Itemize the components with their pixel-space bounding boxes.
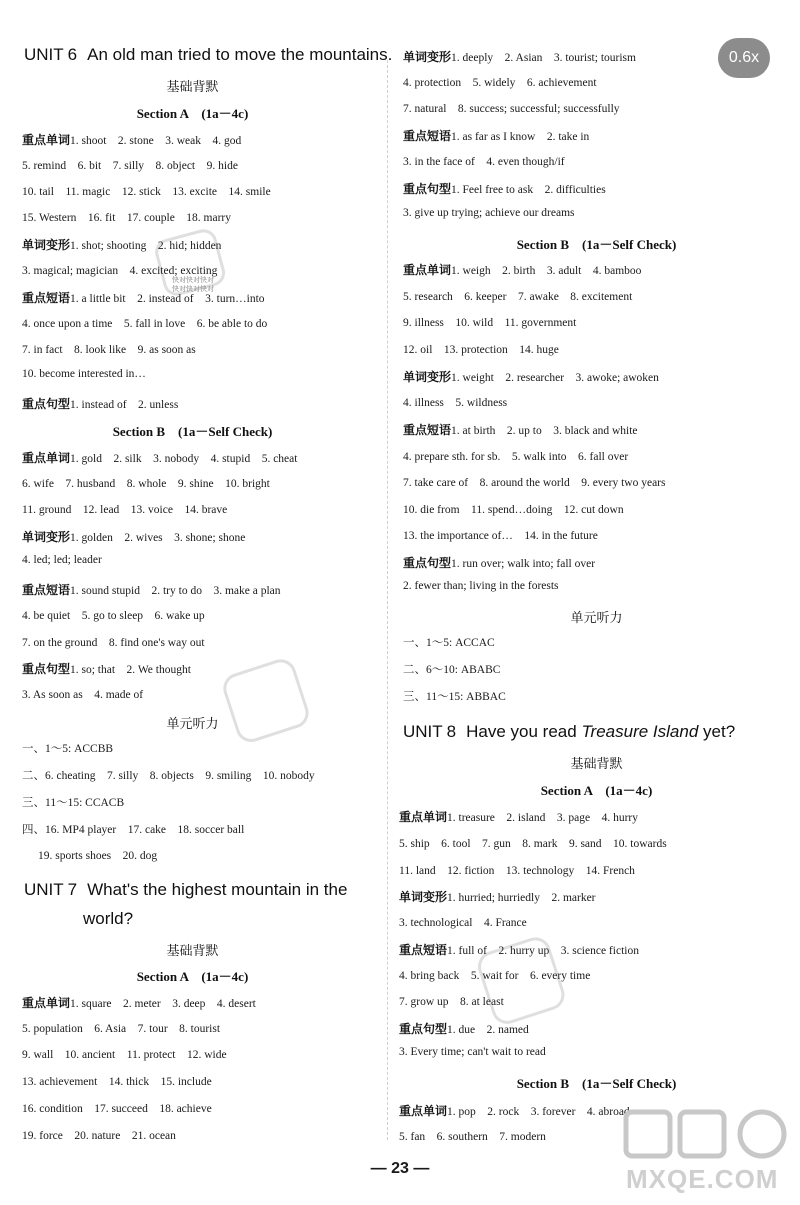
answer-text: 1. golden 2. wives 3. shone; shone	[70, 532, 246, 544]
answer-line	[403, 368, 659, 385]
category-label: 重点单词	[22, 451, 71, 465]
answer-line: 12. oil 13. protection 14. huge	[403, 344, 559, 356]
answer-line: 10. die from 11. spend…doing 12. cut down	[403, 504, 624, 516]
unit8-title	[403, 722, 735, 742]
answer-text: 1. pop 2. rock 3. forever 4. abroad	[447, 1106, 630, 1118]
answer-line: 7. in fact 8. look like 9. as soon as	[22, 344, 196, 356]
answer-line: 3. As soon as 4. made of	[22, 689, 144, 701]
category-label: 单词变形	[22, 530, 71, 544]
category-label: 重点短语	[399, 943, 448, 957]
category-label: 单词变形	[403, 50, 452, 64]
answer-line: 4. illness 5. wildness	[403, 397, 508, 409]
answer-line: 一、1～5: ACCAC	[403, 637, 495, 649]
answer-line	[22, 994, 256, 1011]
answer-line	[399, 808, 638, 825]
answer-line	[399, 1102, 630, 1119]
answer-text: 1. instead of 2. unless	[70, 399, 179, 411]
answer-text: 1. shoot 2. stone 3. weak 4. god	[70, 135, 242, 147]
answer-text: 1. treasure 2. island 3. page 4. hurry	[447, 812, 638, 824]
answer-line: 13. the importance of… 14. in the future	[403, 530, 598, 542]
answer-text: 1. as far as I know 2. take in	[451, 131, 590, 143]
category-label: 重点单词	[22, 996, 71, 1010]
answer-text: 1. run over; walk into; fall over	[451, 558, 596, 570]
category-label: 重点句型	[22, 397, 71, 411]
category-label: 重点单词	[403, 263, 452, 277]
category-label: 重点句型	[403, 556, 452, 570]
answer-line: 4. be quiet 5. go to sleep 6. wake up	[22, 610, 205, 622]
unit-title-end: yet?	[698, 722, 736, 741]
unit-prefix: UNIT	[24, 880, 64, 899]
section-b-heading: Section B (1a－Self Check)	[516, 1076, 677, 1091]
unit-prefix: UNIT	[24, 45, 64, 64]
listening-heading: 单元听力	[166, 717, 219, 732]
answer-line	[22, 660, 191, 677]
unit-prefix: UNIT	[403, 722, 443, 741]
unit-title-text: An old man tried to move the mountains.	[87, 45, 393, 64]
answer-line: 7. on the ground 8. find one's way out	[22, 637, 205, 649]
section-a-heading: Section A (1a－4c)	[136, 106, 249, 121]
answer-line: 二、6. cheating 7. silly 8. objects 9. smiling 10. nobody	[22, 770, 315, 782]
category-label: 单词变形	[403, 370, 452, 384]
watermark-stamp-icon	[470, 930, 580, 1040]
page-number: — 23 —	[370, 1160, 430, 1177]
answer-line: 15. Western 16. fit 17. couple 18. marry	[22, 212, 232, 224]
answer-line: 三、11～15: CCACB	[22, 797, 125, 809]
unit7-title	[24, 880, 347, 900]
unit-number: 8	[446, 722, 457, 741]
answer-line: 10. tail 11. magic 12. stick 13. excite 14. smile	[22, 186, 271, 198]
answer-line: 10. become interested in…	[22, 368, 146, 380]
site-watermark	[620, 1108, 795, 1200]
answer-text: 1. a little bit 2. instead of 3. turn…into	[70, 293, 265, 305]
answer-line	[403, 261, 641, 278]
answer-line: 5. research 6. keeper 7. awake 8. excitement	[403, 291, 633, 303]
answer-line: 4. protection 5. widely 6. achievement	[403, 77, 597, 89]
answer-line	[403, 180, 606, 197]
unit6-title	[24, 45, 392, 65]
basics-heading: 基础背默	[166, 80, 219, 95]
answer-line: 5. population 6. Asia 7. tour 8. tourist	[22, 1023, 221, 1035]
section-a-heading: Section A (1a－4c)	[136, 969, 249, 984]
listening-heading: 单元听力	[570, 611, 623, 626]
answer-line: 4. prepare sth. for sb. 5. walk into 6. fall over	[403, 451, 629, 463]
answer-line: 5. fan 6. southern 7. modern	[399, 1131, 546, 1143]
answer-line: 7. grow up 8. at least	[399, 996, 504, 1008]
answer-line: 3. magical; magician 4. excited; exciting	[22, 265, 218, 277]
answer-line: 三、11～15: ABBAC	[403, 691, 506, 703]
answer-line: 7. natural 8. success; successful; successfully	[403, 103, 620, 115]
basics-heading: 基础背默	[570, 757, 623, 772]
answer-text: 1. square 2. meter 3. deep 4. desert	[70, 998, 256, 1010]
answer-line: 4. bring back 5. wait for 6. every time	[399, 970, 591, 982]
answer-line: 5. ship 6. tool 7. gun 8. mark 9. sand 10. towards	[399, 838, 667, 850]
answer-line	[22, 528, 245, 545]
category-label: 重点短语	[403, 423, 452, 437]
answer-line: 3. Every time; can't wait to read	[399, 1046, 546, 1058]
column-divider	[387, 60, 388, 1140]
answer-text: 1. shot; shooting 2. hid; hidden	[70, 240, 222, 252]
answer-line: 9. illness 10. wild 11. government	[403, 317, 577, 329]
answer-line: 二、6～10: ABABC	[403, 664, 501, 676]
answer-line: 13. achievement 14. thick 15. include	[22, 1076, 212, 1088]
category-label: 重点句型	[399, 1022, 448, 1036]
category-label: 重点句型	[22, 662, 71, 676]
basics-heading: 基础背默	[166, 944, 219, 959]
watermark-tag	[172, 276, 214, 294]
answer-text: 1. gold 2. silk 3. nobody 4. stupid 5. cheat	[70, 453, 298, 465]
category-label: 重点短语	[22, 291, 71, 305]
answer-text: 1. so; that 2. We thought	[70, 664, 191, 676]
answer-line: 一、1～5: ACCBB	[22, 743, 114, 755]
unit-number: 7	[67, 880, 78, 899]
category-label: 重点短语	[22, 583, 71, 597]
category-label: 重点句型	[403, 182, 452, 196]
answer-line: 四、16. MP4 player 17. cake 18. soccer ball	[22, 824, 245, 836]
answer-line: 4. once upon a time 5. fall in love 6. be able to do	[22, 318, 268, 330]
answer-line	[22, 131, 241, 148]
answer-line: 3. give up trying; achieve our dreams	[403, 207, 575, 219]
answer-line: 16. condition 17. succeed 18. achieve	[22, 1103, 212, 1115]
answer-line: 11. ground 12. lead 13. voice 14. brave	[22, 504, 228, 516]
answer-line: 3. in the face of 4. even though/if	[403, 156, 565, 168]
section-b-heading: Section B (1a－Self Check)	[516, 237, 677, 252]
answer-line	[403, 554, 595, 571]
unit-title-text: What's the highest mountain in the	[87, 880, 348, 899]
category-label: 重点短语	[403, 129, 452, 143]
answer-line	[403, 127, 589, 144]
unit-number: 6	[67, 45, 78, 64]
answer-text: 1. at birth 2. up to 3. black and white	[451, 425, 638, 437]
unit-title-text: Have you read	[466, 722, 582, 741]
answer-line	[403, 48, 636, 65]
watermark-tag-line: 快对快对快对	[172, 276, 214, 284]
answer-line: 2. fewer than; living in the forests	[403, 580, 559, 592]
answer-line: 7. take care of 8. around the world 9. every two years	[403, 477, 666, 489]
answer-line: 19. force 20. nature 21. ocean	[22, 1130, 176, 1142]
answer-text: 1. sound stupid 2. try to do 3. make a plan	[70, 585, 281, 597]
watermark-stamp-icon	[215, 655, 325, 755]
answer-line: 4. led; led; leader	[22, 554, 102, 566]
unit-title-italic: Treasure Island	[581, 722, 699, 741]
section-a-heading: Section A (1a－4c)	[540, 783, 653, 798]
answer-text: 1. weight 2. researcher 3. awoke; awoken	[451, 372, 659, 384]
answer-line: 5. remind 6. bit 7. silly 8. object 9. hide	[22, 160, 238, 172]
watermark-tag-line: 快对快对快对	[172, 285, 214, 293]
answer-line	[399, 888, 596, 905]
answer-text: 1. due 2. named	[447, 1024, 529, 1036]
answer-line: 6. wife 7. husband 8. whole 9. shine 10. bright	[22, 478, 270, 490]
category-label: 重点单词	[399, 1104, 448, 1118]
playback-speed-button[interactable]: 0.6x	[718, 38, 770, 78]
answer-line: 11. land 12. fiction 13. technology 14. French	[399, 865, 635, 877]
answer-text: 1. full of 2. hurry up 3. science fiction	[447, 945, 639, 957]
category-label: 单词变形	[399, 890, 448, 904]
answer-line	[22, 449, 297, 466]
answer-text: 1. deeply 2. Asian 3. tourist; tourism	[451, 52, 636, 64]
answer-line: 3. technological 4. France	[399, 917, 527, 929]
category-label: 重点单词	[399, 810, 448, 824]
answer-text: 1. Feel free to ask 2. difficulties	[451, 184, 606, 196]
unit7-title-line2: world?	[83, 909, 134, 928]
answer-text: 1. weigh 2. birth 3. adult 4. bamboo	[451, 265, 642, 277]
watermark-site-text: MXQE.COM	[626, 1164, 779, 1194]
category-label: 单词变形	[22, 238, 71, 252]
category-label: 重点单词	[22, 133, 71, 147]
answer-line: 19. sports shoes 20. dog	[38, 850, 158, 862]
answer-line	[403, 421, 638, 438]
section-b-heading: Section B (1a－Self Check)	[112, 424, 273, 439]
answer-line: 9. wall 10. ancient 11. protect 12. wide	[22, 1049, 227, 1061]
answer-line	[22, 395, 178, 412]
answer-text: 1. hurried; hurriedly 2. marker	[447, 892, 596, 904]
answer-line	[22, 581, 281, 598]
